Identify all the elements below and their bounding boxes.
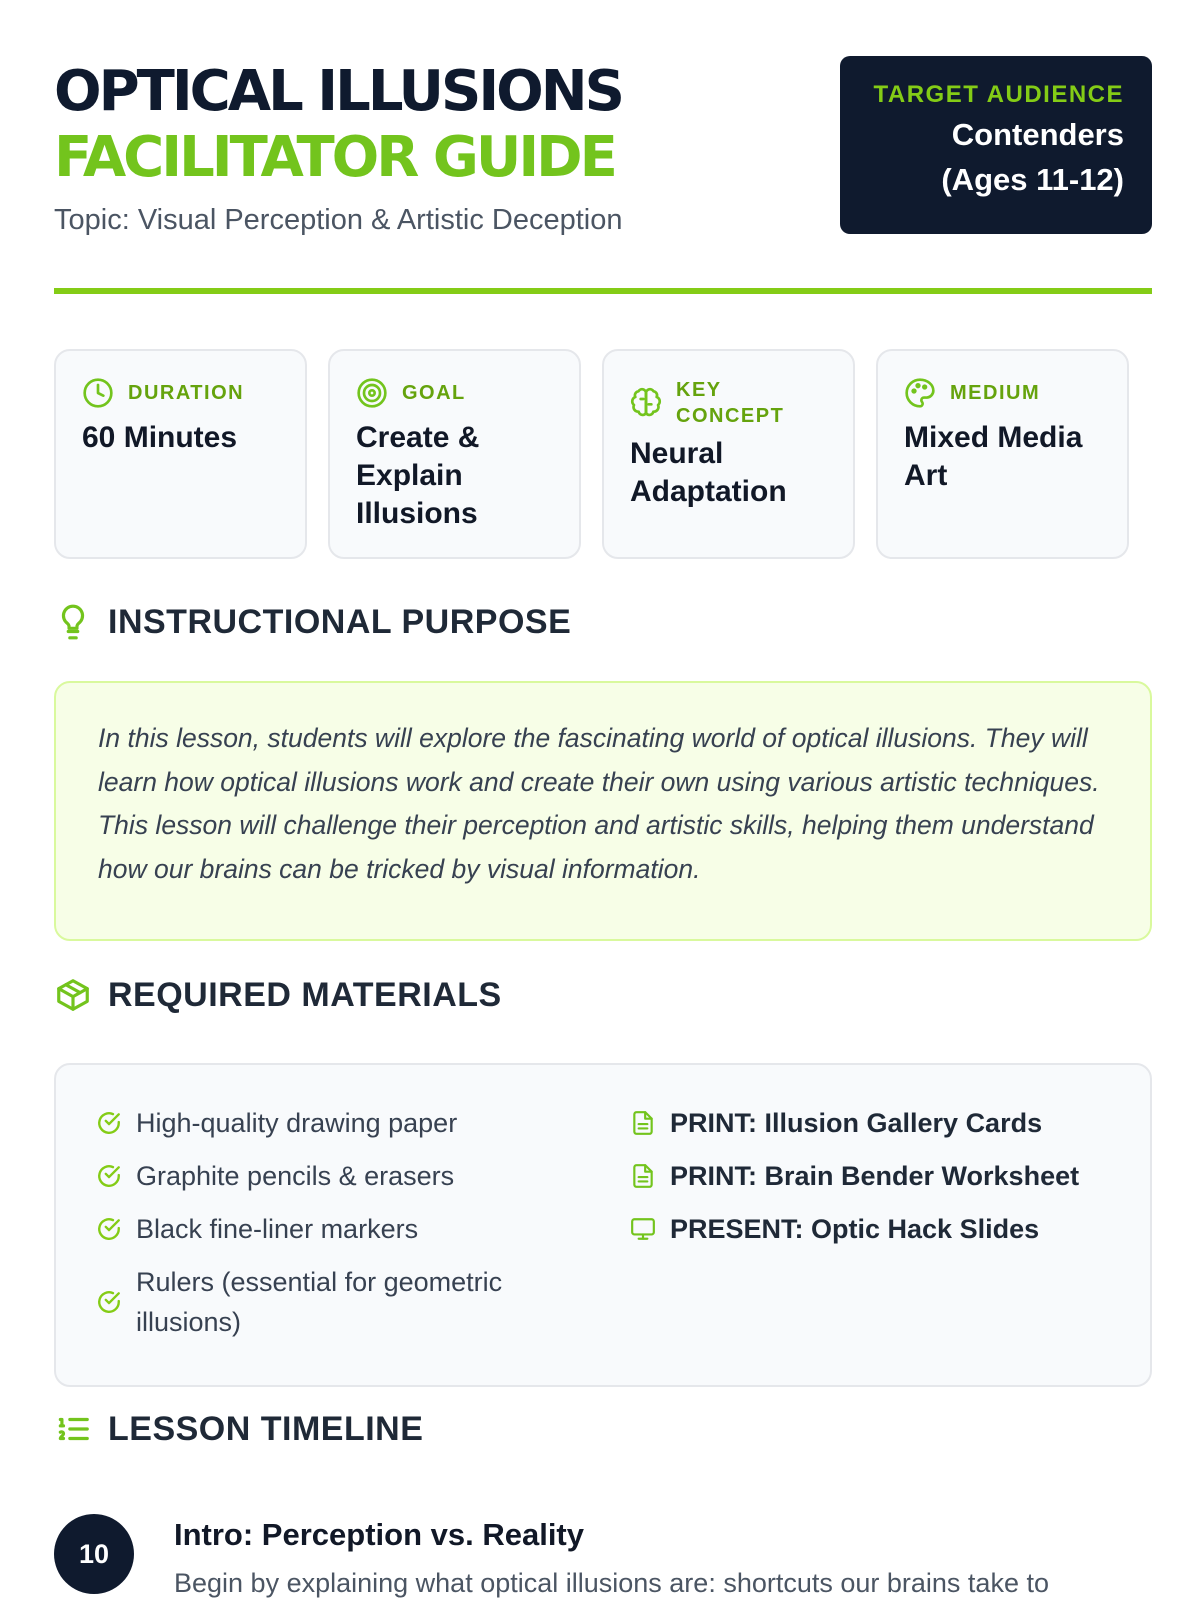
card-label <box>676 377 784 429</box>
lightbulb-icon <box>54 603 92 641</box>
card-goal <box>328 349 581 559</box>
section-heading-materials <box>54 973 502 1017</box>
card-label: MEDIUM <box>950 382 1041 404</box>
timeline-step-minutes: 10 <box>54 1514 134 1594</box>
target-audience-value <box>868 112 1124 202</box>
supply-label: Rulers (essential for geometric illusions) <box>136 1267 503 1337</box>
purpose-box <box>54 681 1152 941</box>
check-circle-icon <box>96 1216 122 1242</box>
list-item <box>630 1156 1130 1196</box>
topic-subtitle: Topic: Visual Perception & Artistic Deception <box>54 204 623 236</box>
page-title-line1: OPTICAL ILLUSIONS <box>54 59 622 124</box>
timeline-step-description: Begin by explaining what optical illusions are: shortcuts our brains take to <box>174 1568 1049 1598</box>
supply-label: Graphite pencils & erasers <box>136 1161 455 1191</box>
section-title: LESSON TIMELINE <box>108 1409 424 1448</box>
clock-icon <box>82 377 114 409</box>
document-icon <box>630 1110 656 1136</box>
card-duration <box>54 349 307 559</box>
card-key-concept <box>602 349 855 559</box>
section-title: REQUIRED MATERIALS <box>108 975 502 1014</box>
list-item <box>630 1103 1130 1143</box>
card-value: Create & Explain Illusions <box>356 421 480 530</box>
target-icon <box>356 377 388 409</box>
card-label-line1: KEY <box>676 379 722 401</box>
monitor-icon <box>630 1216 656 1242</box>
header <box>54 56 1152 242</box>
check-circle-icon <box>96 1110 122 1136</box>
card-value: Mixed Media Art <box>904 421 1083 492</box>
list-item <box>96 1156 526 1196</box>
list-item <box>630 1209 1130 1249</box>
materials-box <box>54 1063 1152 1387</box>
section-title: INSTRUCTIONAL PURPOSE <box>108 602 572 641</box>
check-circle-icon <box>96 1163 122 1189</box>
supply-label: High-quality drawing paper <box>136 1108 458 1138</box>
target-audience-box <box>840 56 1152 234</box>
card-value: 60 Minutes <box>82 421 238 454</box>
check-circle-icon <box>96 1289 122 1315</box>
card-label-line2: CONCEPT <box>676 405 785 427</box>
numbered-list-icon <box>54 1410 92 1448</box>
section-heading-purpose <box>54 600 571 644</box>
timeline-step-title: Intro: Perception vs. Reality <box>174 1517 584 1552</box>
resource-label: PRINT: Brain Bender Worksheet <box>670 1161 1080 1191</box>
page-title-line2: FACILITATOR GUIDE <box>54 125 615 190</box>
card-label: GOAL <box>402 382 466 404</box>
purpose-text: In this lesson, students will explore the fascinating world of optical illusions. They will learn how optical illusions work and create their own using various artistic techniques. This lesson will challenge their perception and artistic skills, helping them understand how our brains can be tricked by visual information. <box>98 723 1100 884</box>
resource-label: PRESENT: Optic Hack Slides <box>670 1214 1040 1244</box>
facilitator-guide-page <box>54 0 1152 1600</box>
supply-label: Black fine-liner markers <box>136 1214 419 1244</box>
card-value: Neural Adaptation <box>630 437 787 508</box>
package-icon <box>54 976 92 1014</box>
list-item <box>96 1262 526 1342</box>
header-divider <box>54 288 1152 294</box>
audience-value-line2: (Ages 11-12) <box>941 162 1124 197</box>
audience-value-line1: Contenders <box>951 117 1124 152</box>
brain-icon <box>630 387 662 419</box>
card-medium <box>876 349 1129 559</box>
palette-icon <box>904 377 936 409</box>
card-label: DURATION <box>128 382 245 404</box>
list-item <box>96 1209 526 1249</box>
info-cards <box>54 349 1152 559</box>
list-item <box>96 1103 526 1143</box>
section-heading-timeline <box>54 1407 423 1451</box>
document-icon <box>630 1163 656 1189</box>
target-audience-label: TARGET AUDIENCE <box>873 81 1124 108</box>
resources-list <box>630 1103 1130 1262</box>
supplies-list <box>96 1103 526 1355</box>
resource-label: PRINT: Illusion Gallery Cards <box>670 1108 1043 1138</box>
